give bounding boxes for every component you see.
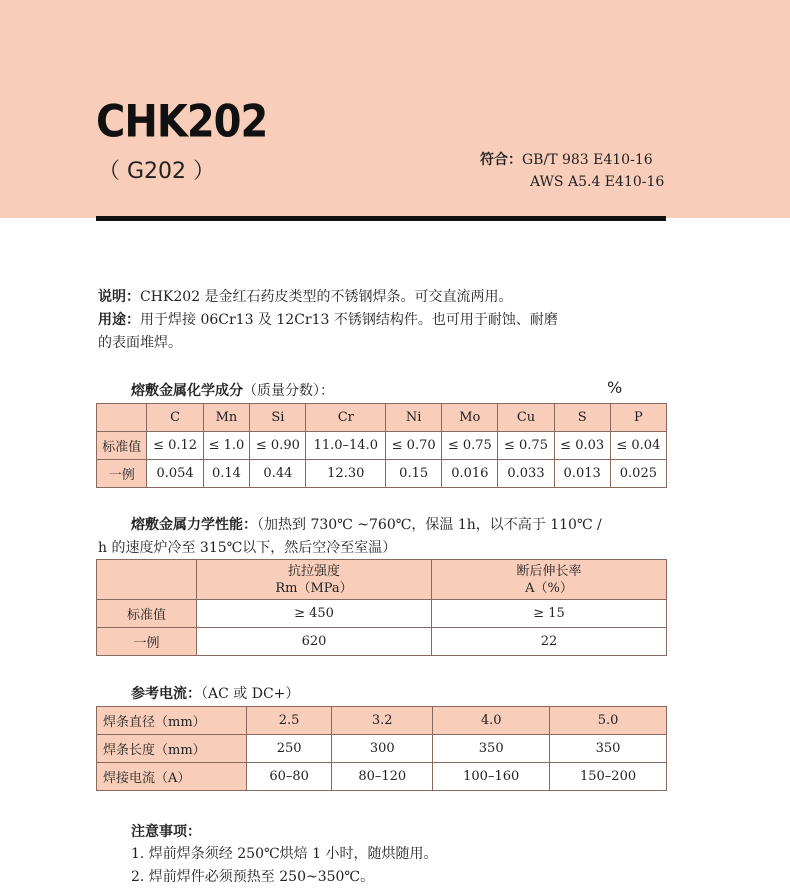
table-cell: ≤ 0.03 [554,432,610,460]
table-cell: ≥ 450 [197,600,432,628]
tensile-header-line1: 抗拉强度 [287,563,340,579]
usage-label: 用途： [98,312,140,328]
current-title-text: 参考电流： [131,686,201,702]
table-cell: C [147,404,203,432]
table-cell: 3.2 [332,707,433,735]
mechanical-title-text: 熔敷金属力学性能： [131,517,257,533]
table-cell [97,404,147,432]
table-cell: 80–120 [332,763,433,791]
table-row [97,707,667,735]
table-row [97,432,667,460]
table-cell [97,560,197,600]
row-header: 标准值 [97,600,197,628]
current-table [96,706,667,791]
table-cell: ≥ 15 [432,600,667,628]
composition-title-note: （质量分数）： [243,383,334,399]
table-cell: 2.5 [247,707,332,735]
notes-list [131,843,671,889]
row-header: 焊接电流（A） [97,763,247,791]
table-cell: ≤ 0.04 [610,432,666,460]
elongation-header-line2: A（%） [525,580,573,596]
table-cell: 60–80 [247,763,332,791]
standards-block [480,149,664,193]
description-paragraph [98,286,678,355]
composition-header-row [97,404,667,432]
usage-text-1: 用于焊接 06Cr13 及 12Cr13 不锈钢结构件。也可用于耐蚀、耐磨 [140,312,558,328]
table-cell: Mo [442,404,498,432]
table-cell: 0.025 [610,460,666,488]
row-header: 标准值 [97,432,147,460]
table-cell: Ni [386,404,442,432]
table-cell: 0.033 [498,460,554,488]
row-header: 焊条直径（mm） [97,707,247,735]
table-cell: Cr [306,404,386,432]
current-title [131,683,299,703]
mechanical-table [96,559,667,656]
table-cell: ≤ 0.90 [250,432,306,460]
standard-gb: GB/T 983 E410-16 [522,152,653,168]
table-row [97,735,667,763]
row-header: 一例 [97,460,147,488]
table-cell: 22 [432,628,667,656]
tensile-header [197,560,432,600]
table-cell: ≤ 0.75 [498,432,554,460]
list-item: 2. 焊前焊件必须预热至 250~350℃。 [131,869,375,885]
table-cell: 0.15 [386,460,442,488]
row-header: 一例 [97,628,197,656]
elongation-header-line1: 断后伸长率 [516,563,582,579]
table-cell: 5.0 [550,707,667,735]
table-cell: 0.14 [203,460,250,488]
header-divider [96,216,666,221]
table-row [97,763,667,791]
table-cell: 250 [247,735,332,763]
table-cell: Si [250,404,306,432]
table-cell: 150–200 [550,763,667,791]
table-cell: ≤ 0.12 [147,432,203,460]
table-row [97,600,667,628]
composition-title [131,380,334,400]
mechanical-header-row [97,560,667,600]
table-cell: ≤ 0.70 [386,432,442,460]
table-cell: Cu [498,404,554,432]
table-cell: S [554,404,610,432]
tensile-header-line2: Rm（MPa） [275,580,353,596]
product-subtitle: （ G202 ） [98,159,216,184]
table-cell: 0.016 [442,460,498,488]
notes-title [131,821,201,841]
table-cell: 350 [550,735,667,763]
table-cell: 100–160 [433,763,550,791]
table-cell: 12.30 [306,460,386,488]
table-cell: Mn [203,404,250,432]
description-text: CHK202 是金红石药皮类型的不锈钢焊条。可交直流两用。 [140,289,513,305]
usage-text-2: 的表面堆焊。 [98,335,182,351]
product-title: CHK202 [96,96,268,148]
table-row [97,460,667,488]
composition-unit: % [607,378,623,397]
standard-aws: AWS A5.4 E410-16 [530,174,665,190]
current-title-note: （AC 或 DC+） [201,686,300,702]
table-cell: 11.0–14.0 [306,432,386,460]
list-item: 1. 焊前焊条须经 250℃烘焙 1 小时，随烘随用。 [131,846,438,862]
table-cell: 0.44 [250,460,306,488]
table-cell: 300 [332,735,433,763]
standard-label: 符合： [480,152,522,168]
mechanical-note-2: h 的速度炉冷至 315℃以下，然后空冷至室温） [98,540,397,556]
table-cell: 0.013 [554,460,610,488]
table-cell: 4.0 [433,707,550,735]
mechanical-title [131,514,671,537]
table-cell: ≤ 1.0 [203,432,250,460]
row-header: 焊条长度（mm） [97,735,247,763]
description-label: 说明： [98,289,140,305]
table-cell: 620 [197,628,432,656]
table-cell: 350 [433,735,550,763]
table-cell: 0.054 [147,460,203,488]
composition-title-text: 熔敷金属化学成分 [131,383,243,399]
elongation-header [432,560,667,600]
table-row [97,628,667,656]
table-cell: ≤ 0.75 [442,432,498,460]
notes-title-text: 注意事项： [131,824,201,840]
table-cell: P [610,404,666,432]
mechanical-note-1: （加热到 730℃ ~760℃，保温 1h，以不高于 110℃ / [257,517,602,533]
composition-table [96,403,667,488]
